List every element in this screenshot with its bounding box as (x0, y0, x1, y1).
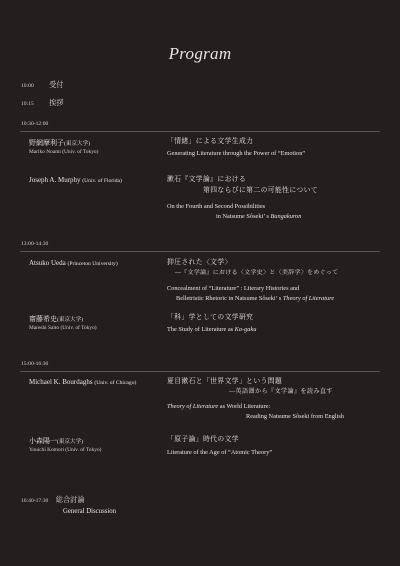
speaker-saito (29, 314, 97, 331)
speaker-affiliation: (Univ. of Florida) (82, 178, 122, 184)
divider (20, 371, 380, 372)
speaker-affiliation: (東京大学) (57, 317, 84, 323)
divider (20, 251, 380, 252)
talk-title-jp: 抑圧された〈文学〉 (167, 259, 232, 266)
speaker-komori (29, 436, 101, 453)
speaker-bourdaghs (29, 378, 136, 386)
talk-title-en: Generating Literature through the Power of “Emotion” (167, 150, 306, 157)
speaker-name: Joseph A. Murphy (29, 176, 81, 184)
time-label: 10:15 (21, 101, 34, 107)
talk-title-en: On the Fourth and Second Possibilities (167, 203, 266, 210)
opening-greeting (21, 98, 64, 108)
talk-title-en-line2: Reading Natsume Sôseki from English (246, 413, 344, 420)
talk-subtitle-jp: ―英語圏から『文学論』を読み直す (229, 389, 333, 395)
talk-title-en-line2: in Natsume Sôseki’ s Bungakuron (216, 213, 302, 220)
speaker-name: 小森陽一 (29, 437, 57, 445)
speaker-affiliation: (東京大学) (64, 141, 91, 147)
speaker-name: 齋藤希史 (29, 315, 57, 323)
reception-label: 受付 (49, 81, 64, 89)
time-label: 16:40-17:30 (21, 498, 49, 504)
talk-title-jp-line2: 第四ならびに第二の可能性について (203, 187, 319, 194)
talk-title-en: Literature of the Age of “Atomic Theory” (167, 449, 273, 456)
talk-title-jp: 「科」学としての文学研究 (167, 314, 254, 321)
talk-title-en: Concealment of “Literature” : Literary Histories and (167, 285, 300, 292)
talk-title-jp: 「情緒」による文学生成力 (167, 138, 254, 145)
time-label: 10:00 (21, 83, 34, 89)
opening-reception (21, 80, 64, 90)
talk-title-jp: 漱石『文学論』における (167, 176, 247, 183)
speaker-name: Atsuko Ueda (29, 259, 66, 267)
discussion-label-jp: 総合討論 (55, 496, 85, 504)
speaker-name: Michael K. Bourdaghs (29, 378, 93, 386)
speaker-name: 野網摩利子 (29, 139, 64, 147)
greeting-label: 挨拶 (49, 99, 64, 107)
speaker-affiliation: (Univ. of Chicago) (94, 380, 137, 386)
session1-time: 10:30-12:00 (21, 121, 49, 127)
closing-session (21, 495, 85, 505)
talk-title-en: Theory of Literature as World Literature: (167, 403, 271, 410)
speaker-affiliation: (東京大学) (57, 439, 84, 445)
speaker-noami (29, 138, 98, 155)
session3-time: 15:00-16:30 (21, 361, 49, 367)
speaker-romanized: Mareshi Saito (Univ. of Tokyo) (29, 325, 97, 331)
page-title: Program (168, 44, 232, 63)
speaker-affiliation: (Princeton University) (67, 261, 118, 267)
discussion-label-en: General Discussion (63, 508, 117, 515)
talk-subtitle-jp: ―『文学論』における〈文学史〉と〈美辞学〉をめぐって (175, 270, 339, 276)
speaker-romanized: Youichi Komori (Univ. of Tokyo) (29, 447, 102, 453)
talk-title-jp: 夏目漱石と「世界文学」という問題 (167, 378, 283, 385)
speaker-murphy (29, 176, 122, 184)
talk-title-jp: 「原子論」時代の文学 (167, 436, 239, 443)
speaker-ueda (29, 259, 118, 267)
talk-title-en: The Study of Literature as Ka-gaku (167, 326, 257, 333)
talk-title-en-line2: Belletristic Rhetoric in Natsume Sôseki’ s Theory of Literature (176, 295, 335, 302)
speaker-romanized: Mariko Noami (Univ. of Tokyo) (29, 149, 99, 155)
divider (20, 131, 380, 132)
session2-time: 13:00-14:30 (21, 241, 49, 247)
